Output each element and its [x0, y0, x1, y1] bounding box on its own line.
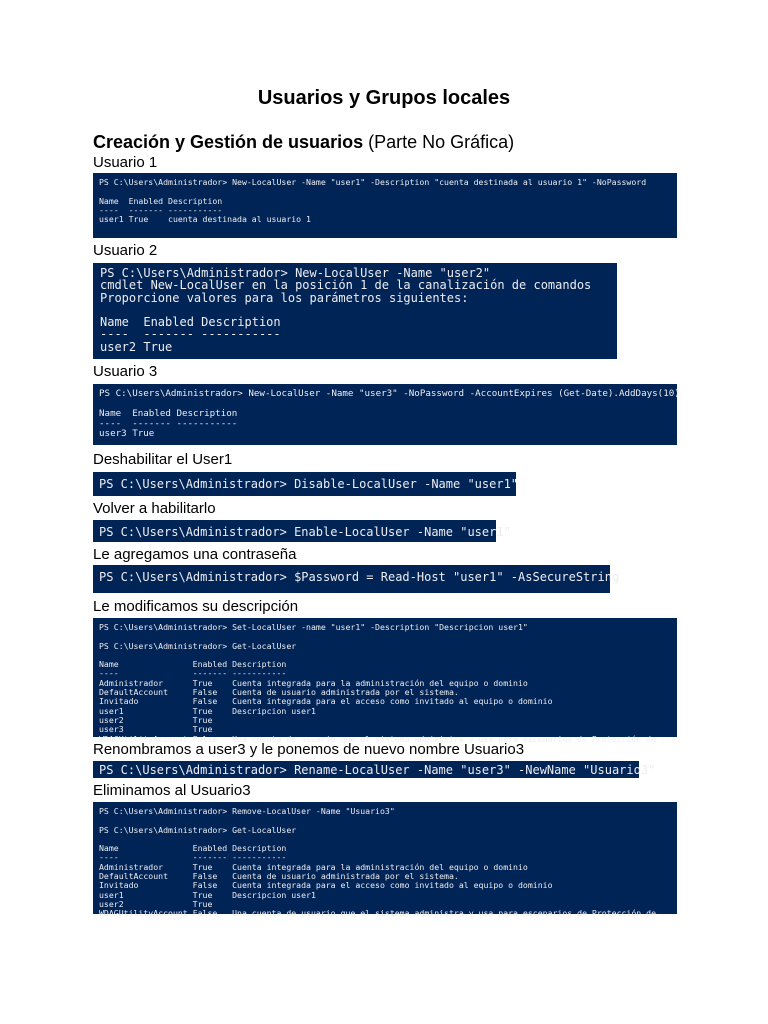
console-line: user2 True: [99, 898, 213, 909]
console-line: PS C:\Users\Administrador> Enable-LocalUser -Name "user1": [99, 525, 511, 539]
console-line: Invitado False Cuenta integrada para el acceso como invitado al equipo o dominio: [99, 880, 553, 891]
console-line: Name Enabled Description: [99, 195, 223, 206]
console-line: WDAGUtilityAccount False Una cuenta de usuario que el sistema administra y usa para escenarios de Protección de ...: [99, 733, 676, 744]
section-label-password: Le agregamos una contraseña: [93, 546, 297, 563]
powershell-output-disable: [93, 472, 519, 496]
section-label-usuario2: Usuario 2: [93, 242, 158, 259]
section-label-usuario1: Usuario 1: [93, 154, 158, 171]
console-line: Invitado False Cuenta integrada para el acceso como invitado al equipo o dominio: [99, 696, 553, 707]
console-line: user2 True: [100, 339, 173, 354]
console-line: Name Enabled Description: [100, 315, 281, 330]
powershell-output-rename: [93, 761, 656, 778]
console-line: Name Enabled Description: [99, 659, 287, 670]
console-line: PS C:\Users\Administrador> Rename-LocalUser -Name "user3" -NewName "Usuario3": [99, 763, 656, 777]
console-line: DefaultAccount False Cuenta de usuario administrada por el sistema.: [99, 871, 459, 882]
console-line: Administrador True Cuenta integrada para la administración del equipo o dominio: [99, 677, 528, 688]
powershell-output-password: [93, 565, 620, 593]
powershell-output-enable: [93, 520, 511, 542]
console-line: WDAGUtilityAccount False Una cuenta de usuario que el sistema administra y usa para escenarios de Protección de ...: [99, 908, 676, 919]
section-label-rename: Renombramos a user3 y le ponemos de nuevo nombre Usuario3: [93, 741, 525, 758]
console-line: PS C:\Users\Administrador> New-LocalUser -Name "user3" -NoPassword -AccountExpires (Get-Date).AddDays(10): [99, 388, 680, 399]
console-line: PS C:\Users\Administrador> Remove-LocalUser -Name "Usuario3": [99, 806, 395, 816]
section-label-remove: Eliminamos al Usuario3: [93, 782, 251, 799]
powershell-output-usuario1: [93, 173, 677, 238]
console-line: ---- ------- -----------: [99, 204, 223, 215]
console-line: user2 True: [99, 714, 213, 725]
console-line: user1 True Descripcion user1: [99, 889, 316, 900]
console-line: user3 True: [99, 724, 213, 735]
console-line: Name Enabled Description: [99, 408, 238, 419]
powershell-output-description: [93, 618, 677, 744]
console-line: DefaultAccount False Cuenta de usuario administrada por el sistema.: [99, 687, 459, 698]
section-label-enable: Volver a habilitarlo: [93, 500, 216, 517]
console-line: user3 True: [99, 428, 155, 439]
console-line: user1 True Descripcion user1: [99, 705, 316, 716]
console-line: cmdlet New-LocalUser en la posición 1 de la canalización de comandos: [100, 278, 592, 293]
section-heading: [93, 132, 514, 153]
console-line: PS C:\Users\Administrador> New-LocalUser -Name "user1" -Description "cuenta destinada al usuario 1" -NoPassword: [99, 177, 647, 187]
console-line: Name Enabled Description: [99, 843, 287, 854]
console-line: PS C:\Users\Administrador> Get-LocalUser: [99, 824, 297, 835]
heading-normal: (Parte No Gráfica): [363, 132, 515, 152]
console-line: ---- ------- -----------: [99, 852, 287, 863]
console-line: PS C:\Users\Administrador> Disable-LocalUser -Name "user1": [99, 477, 519, 491]
console-line: PS C:\Users\Administrador> Set-LocalUser -name "user1" -Description "Descripcion user1": [99, 622, 528, 632]
console-line: PS C:\Users\Administrador> New-LocalUser -Name "user2": [100, 266, 491, 280]
powershell-output-usuario3: [93, 384, 680, 445]
heading-bold: Creación y Gestión de usuarios: [93, 132, 364, 152]
console-line: ---- ------- -----------: [99, 418, 238, 429]
console-line: PS C:\Users\Administrador> $Password = Read-Host "user1" -AsSecureString: [99, 570, 620, 584]
console-line: PS C:\Users\Administrador> Get-LocalUser: [99, 640, 297, 651]
console-line: ---- ------- -----------: [100, 327, 281, 342]
powershell-output-usuario2: [93, 263, 617, 359]
section-label-description: Le modificamos su descripción: [93, 598, 299, 615]
console-line: Administrador True Cuenta integrada para la administración del equipo o dominio: [99, 861, 528, 872]
page-title: Usuarios y Grupos locales: [257, 87, 511, 109]
console-line: Proporcione valores para los parámetros siguientes:: [100, 290, 469, 305]
section-label-disable: Deshabilitar el User1: [93, 451, 233, 468]
section-label-usuario3: Usuario 3: [93, 363, 158, 380]
powershell-output-remove: [93, 802, 677, 919]
console-line: user1 True cuenta destinada al usuario 1: [99, 214, 311, 225]
console-line: ---- ------- -----------: [99, 668, 287, 679]
